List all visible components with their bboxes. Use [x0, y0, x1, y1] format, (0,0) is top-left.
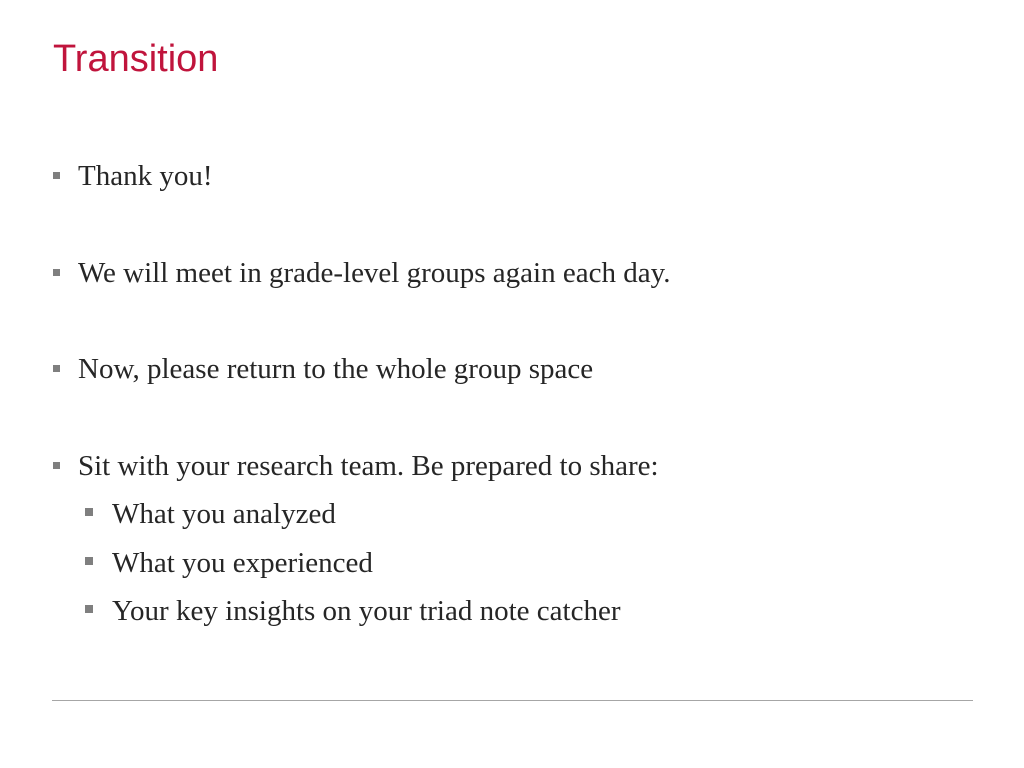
footer-divider [52, 700, 973, 701]
slide-title: Transition [53, 38, 219, 80]
bullet-item [53, 158, 213, 194]
bullet-text: Sit with your research team. Be prepared to share: [78, 450, 659, 482]
sub-bullet-text: What you analyzed [112, 498, 336, 530]
square-bullet-icon [53, 269, 60, 276]
sub-bullet-item [85, 593, 621, 629]
sub-bullet-item [85, 545, 373, 581]
sub-bullet-item [85, 496, 336, 532]
square-bullet-icon [53, 172, 60, 179]
bullet-item [53, 255, 670, 291]
square-bullet-icon [85, 605, 93, 613]
square-bullet-icon [85, 557, 93, 565]
bullet-item [53, 448, 659, 484]
bullet-item [53, 351, 593, 387]
square-bullet-icon [85, 508, 93, 516]
square-bullet-icon [53, 462, 60, 469]
sub-bullet-text: What you experienced [112, 547, 373, 579]
bullet-text: Now, please return to the whole group space [78, 353, 594, 385]
square-bullet-icon [53, 365, 60, 372]
bullet-text: We will meet in grade-level groups again each day. [78, 257, 671, 289]
bullet-text: Thank you! [78, 160, 213, 192]
sub-bullet-text: Your key insights on your triad note catcher [112, 595, 621, 627]
